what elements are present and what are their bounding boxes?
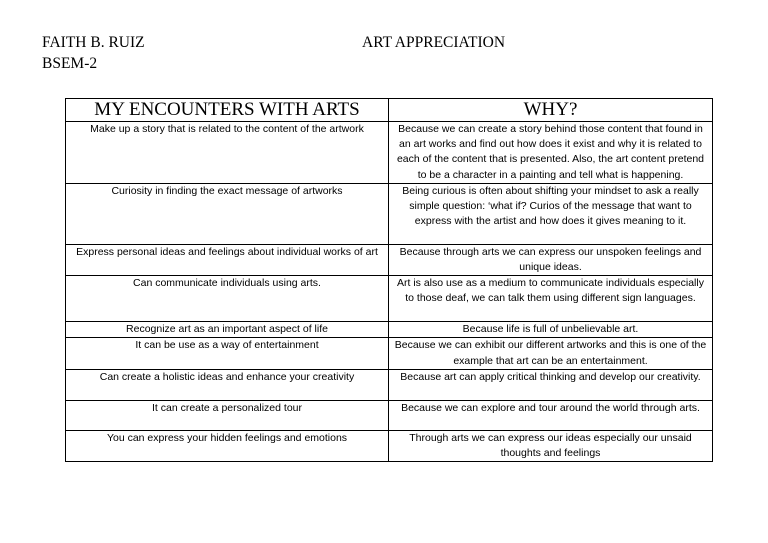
why-cell: Because through arts we can express our unspoken feelings and unique ideas. xyxy=(389,244,713,275)
table-header-row xyxy=(66,99,713,122)
table-row xyxy=(66,244,713,275)
table-row xyxy=(66,338,713,369)
why-cell: Being curious is often about shifting your mindset to ask a really simple question: ‘what if? Curios of the message that want to express with the artist and how does it gives meaning to it. xyxy=(389,183,713,244)
subject-title: ART APPRECIATION xyxy=(362,34,506,51)
why-cell: Because we can exhibit our different artworks and this is one of the example that art can be an entertainment. xyxy=(389,338,713,369)
column-header-why: WHY? xyxy=(389,99,713,122)
table-row xyxy=(66,369,713,400)
why-cell: Through arts we can express our ideas especially our unsaid thoughts and feelings xyxy=(389,430,713,461)
encounter-cell: It can create a personalized tour xyxy=(66,400,389,430)
encounter-cell: It can be use as a way of entertainment xyxy=(66,338,389,369)
encounter-cell: Make up a story that is related to the content of the artwork xyxy=(66,122,389,184)
table-row xyxy=(66,183,713,244)
encounter-cell: Curiosity in finding the exact message of artworks xyxy=(66,183,389,244)
author-name: FAITH B. RUIZ xyxy=(42,34,145,51)
why-cell: Because we can create a story behind those content that found in an art works and find out how does it exist and why it is related to each of the content that is presented. Also, the art content pretend to be a character in a painting and tell what is happening. xyxy=(389,122,713,184)
encounter-cell: Can communicate individuals using arts. xyxy=(66,276,389,322)
table-row xyxy=(66,122,713,184)
why-cell: Because art can apply critical thinking and develop our creativity. xyxy=(389,369,713,400)
table-row xyxy=(66,322,713,338)
why-cell: Because life is full of unbelievable art. xyxy=(389,322,713,338)
encounter-cell: Express personal ideas and feelings about individual works of art xyxy=(66,244,389,275)
encounters-table xyxy=(65,98,713,462)
encounter-cell: You can express your hidden feelings and emotions xyxy=(66,430,389,461)
table-row xyxy=(66,400,713,430)
why-cell: Art is also use as a medium to communicate individuals especially to those deaf, we can talk them using different sign languages. xyxy=(389,276,713,322)
why-cell: Because we can explore and tour around the world through arts. xyxy=(389,400,713,430)
section-label: BSEM-2 xyxy=(42,55,98,72)
encounter-cell: Recognize art as an important aspect of life xyxy=(66,322,389,338)
column-header-encounters: MY ENCOUNTERS WITH ARTS xyxy=(66,99,389,122)
table-row xyxy=(66,276,713,322)
encounter-cell: Can create a holistic ideas and enhance your creativity xyxy=(66,369,389,400)
table-row xyxy=(66,430,713,461)
